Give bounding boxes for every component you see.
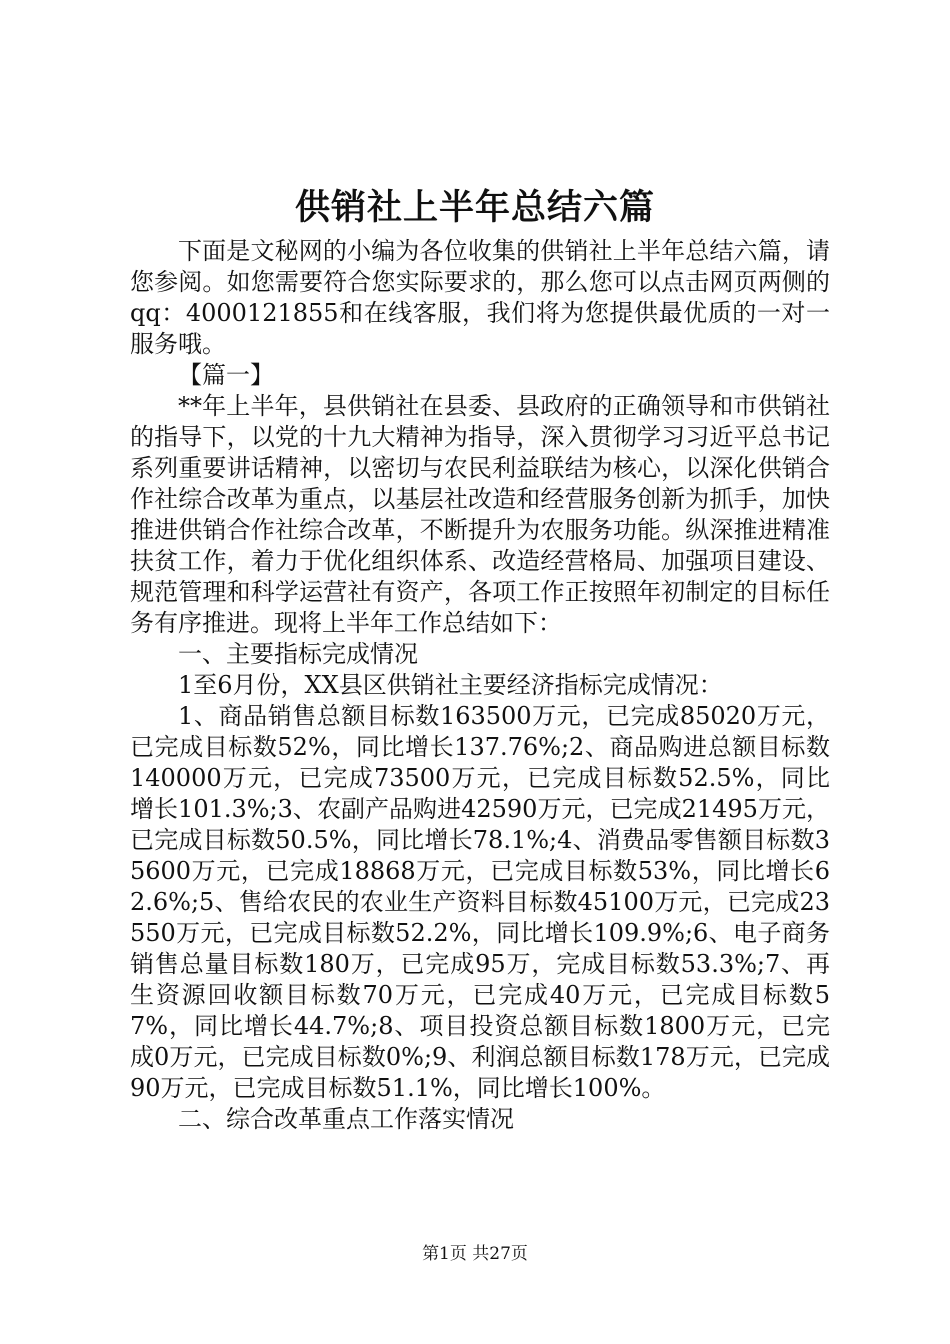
intro-paragraph: 下面是文秘网的小编为各位收集的供销社上半年总结六篇，请您参阅。如您需要符合您实际要求的，那么您可以点击网页两侧的qq：4000121855和在线客服，我们将为您提供最优质的一对一服务哦。 [130,237,830,358]
summary-paragraph: **年上半年，县供销社在县委、县政府的正确领导和市供销社的指导下，以党的十九大精神为指导，深入贯彻学习习近平总书记系列重要讲话精神，以密切与农民利益联结为核心，以深化供销合作社综合改革为重点，以基层社改造和经营服务创新为抓手，加快推进供销合作社综合改革，不断提升为农服务功能。纵深推进精准扶贫工作，着力于优化组织体系、改造经营格局、加强项目建设、规范管理和科学运营社有资产，各项工作正按照年初制定的目标任务有序推进。现将上半年工作总结如下： [130,392,830,637]
page-number: 第1页 共27页 [422,1244,528,1264]
section-heading-part-one: 【篇一】 [178,361,274,389]
indicators-intro: 1至6月份，XX县区供销社主要经济指标完成情况： [178,671,723,699]
document-title: 供销社上半年总结六篇 [294,187,655,228]
section-heading-reform: 二、综合改革重点工作落实情况 [178,1105,514,1133]
indicators-paragraph: 1、商品销售总额目标数163500万元，已完成85020万元，已完成目标数52%，同比增长137.76%;2、商品购进总额目标数140000万元，已完成73500万元，已完成目标数52.5%，同比增长101.3%;3、农副产品购进42590万元，已完成21495万元，已完成目标数50.5%，同比增长78.1%;4、消费品零售额目标数35600万元，已完成18868万元，已完成目标数53%，同比增长62.6%;5、售给农民的农业生产资料目标数45100万元，已完成23550万元，已完成目标数52.2%，同比增长109.9%;6、电子商务销售总量目标数180万，已完成95万，完成目标数53.3%;7、再生资源回收额目标数70万元，已完成40万元，已完成目标数57%，同比增长44.7%;8、项目投资总额目标数1800万元，已完成0万元，已完成目标数0%;9、利润总额目标数178万元，已完成90万元，已完成目标数51.1%，同比增长100%。 [130,702,830,1102]
document-body [130,236,830,1135]
section-heading-indicators: 一、主要指标完成情况 [178,640,418,668]
